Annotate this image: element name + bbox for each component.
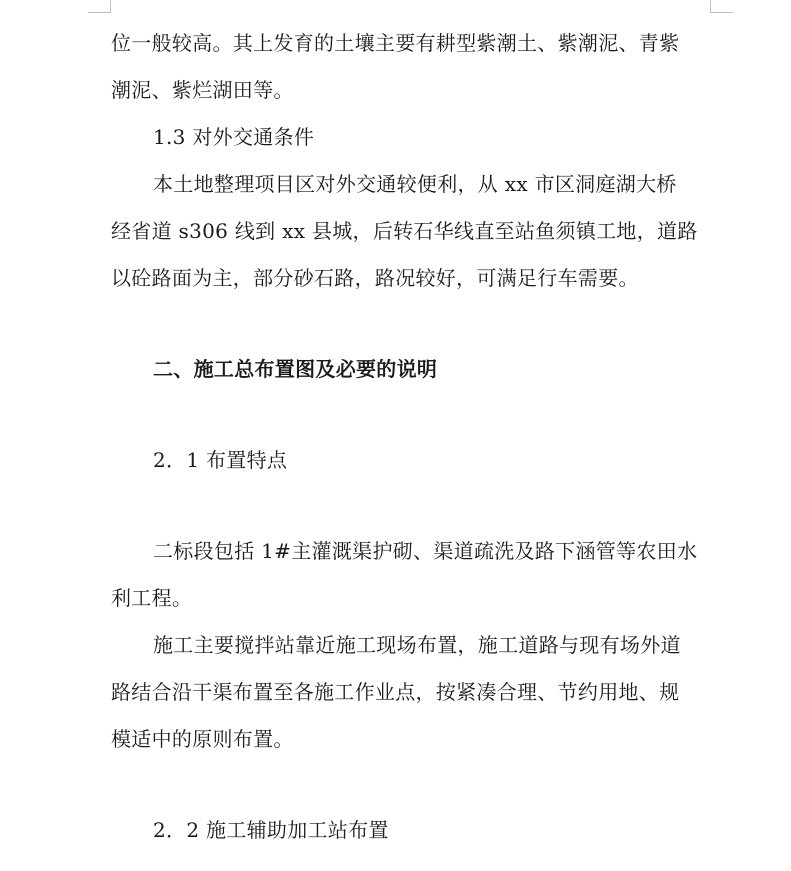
blank-line <box>111 484 711 528</box>
chapter-heading: 二、施工总布置图及必要的说明 <box>153 357 438 381</box>
paragraph-line: 模适中的原则布置。 <box>111 727 294 751</box>
blank-line <box>111 763 711 807</box>
blank-line <box>111 302 711 346</box>
paragraph-line: 潮泥、紫烂湖田等。 <box>111 78 294 102</box>
section-title-2-1: 2．1 布置特点 <box>153 448 288 472</box>
paragraph-line: 以砼路面为主，部分砂石路，路况较好，可满足行车需要。 <box>111 266 639 290</box>
section-title-2-2: 2．2 施工辅助加工站布置 <box>153 818 389 842</box>
paragraph-line: 本土地整理项目区对外交通较便利，从 xx 市区洞庭湖大桥 <box>153 172 677 196</box>
section-title-1-3: 1.3 对外交通条件 <box>153 125 315 149</box>
paragraph-line: 经省道 s306 线到 xx 县城，后转石华线直至站鱼须镇工地，道路 <box>111 219 698 243</box>
paragraph-line: 施工主要搅拌站靠近施工现场布置，施工道路与现有场外道 <box>153 633 681 657</box>
paragraph-line: 利工程。 <box>111 586 193 610</box>
document-body <box>111 20 711 854</box>
paragraph-line: 位一般较高。其上发育的土壤主要有耕型紫潮土、紫潮泥、青紫 <box>111 31 680 55</box>
paragraph-line: 路结合沿干渠布置至各施工作业点，按紧凑合理、节约用地、规 <box>111 680 680 704</box>
margin-corner-mark-right <box>710 0 733 13</box>
blank-line <box>111 393 711 437</box>
paragraph-line: 二标段包括 1#主灌溉渠护砌、渠道疏洗及路下涵管等农田水 <box>153 539 698 563</box>
margin-corner-mark-left <box>88 0 111 13</box>
